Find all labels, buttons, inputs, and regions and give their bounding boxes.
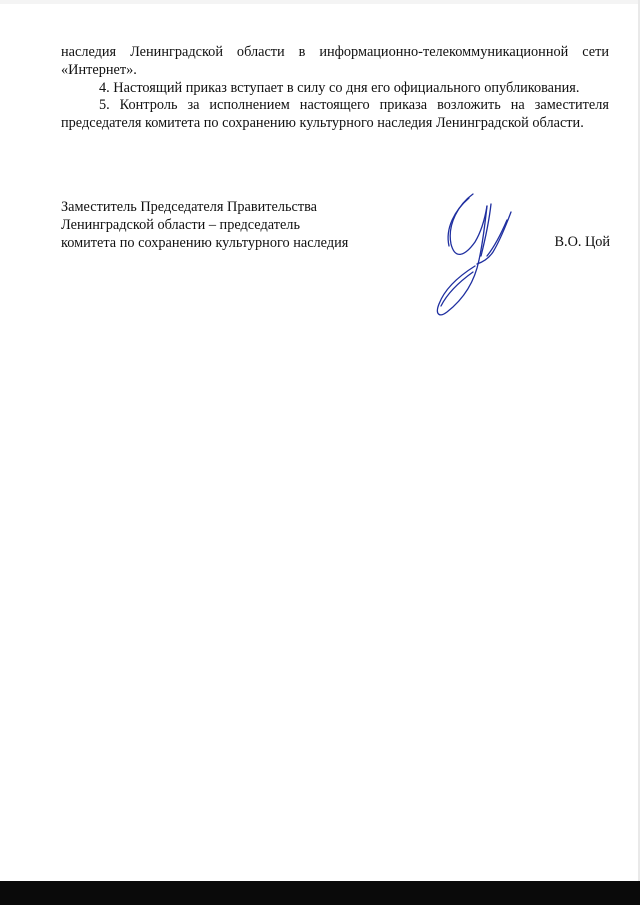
paragraph-item-5: 5. Контроль за исполнением настоящего приказа возложить на заместителя председателя комитета по сохранению культурного наследия Ленинградской области. xyxy=(61,97,609,132)
document-body xyxy=(61,44,609,133)
signatory-name: В.О. Цой xyxy=(554,234,610,250)
scan-bottom-edge xyxy=(0,881,640,905)
signatory-title xyxy=(61,199,391,252)
signatory-title-line: комитета по сохранению культурного наследия xyxy=(61,234,349,251)
signatory-title-line: Заместитель Председателя Правительства xyxy=(61,199,318,215)
signatory-title-line: Ленинградской области – председатель xyxy=(61,216,300,233)
paragraph-item-4: 4. Настоящий приказ вступает в силу со дня его официального опубликования. xyxy=(99,79,580,96)
scan-top-edge xyxy=(0,0,640,4)
paragraph-continuation: наследия Ленинградской области в информационно-телекоммуникационной сети «Интернет». xyxy=(61,44,609,78)
handwritten-signature xyxy=(425,190,530,320)
